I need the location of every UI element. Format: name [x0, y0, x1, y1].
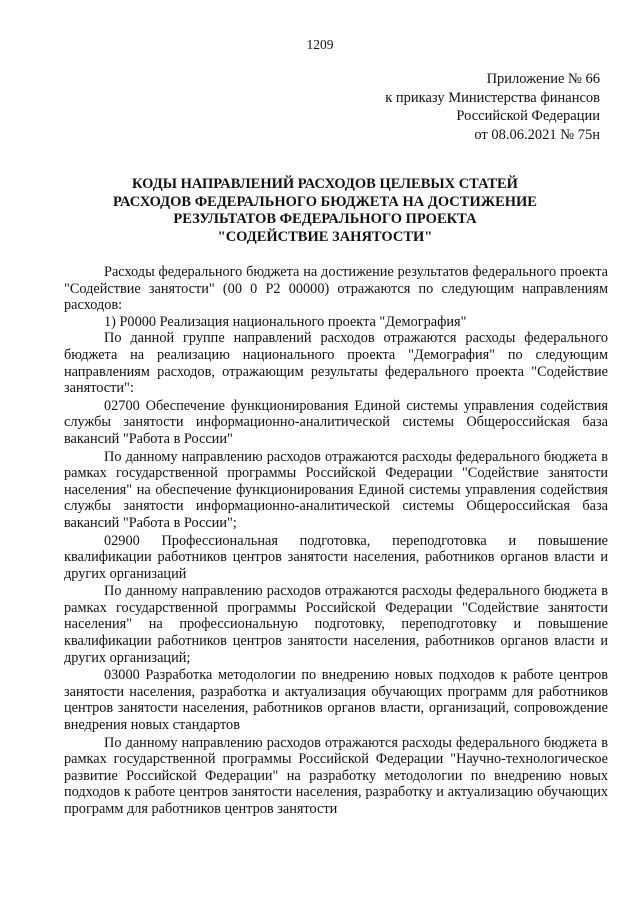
- title-line: РАСХОДОВ ФЕДЕРАЛЬНОГО БЮДЖЕТА НА ДОСТИЖЕНИЕ: [113, 193, 537, 210]
- paragraph-code-03000-description: По данному направлению расходов отражаются расходы федерального бюджета в рамках государственной программы Российской Федерации "Научно-технологическое развитие Российской Федерации" на разработку методологии по внедрению новых подходов к работе центров занятости населения, разработку и актуализацию обучающих программ для работников центров занятости: [64, 734, 608, 817]
- title-line: КОДЫ НАПРАВЛЕНИЙ РАСХОДОВ ЦЕЛЕВЫХ СТАТЕЙ: [132, 176, 518, 192]
- appendix-ministry: Российской Федерации: [456, 108, 600, 124]
- appendix-date: от 08.06.2021 № 75н: [474, 126, 600, 143]
- paragraph-group-description: По данной группе направлений расходов отражаются расходы федерального бюджета на реализацию национального проекта "Демография" по следующим направлениям расходов, отражающим результаты федерального проекта "Содействие занятости":: [64, 330, 608, 397]
- title-line: РЕЗУЛЬТАТОВ ФЕДЕРАЛЬНОГО ПРОЕКТА: [173, 211, 477, 227]
- paragraph-code-02900: 02900 Профессиональная подготовка, переподготовка и повышение квалификации работников центров занятости населения, работников органов власти и других организаций: [64, 532, 608, 582]
- title-line: "СОДЕЙСТВИЕ ЗАНЯТОСТИ": [217, 228, 433, 245]
- paragraph-code-02900-description: По данному направлению расходов отражаются расходы федерального бюджета в рамках государственной программы Российской Федерации "Содействие занятости населения" на профессиональную подготовку, переподготовку и повышение квалификации работников центров занятости населения, работников органов власти и других организаций;: [64, 583, 608, 666]
- page-number: 1209: [306, 37, 334, 52]
- appendix-number: Приложение № 66: [486, 71, 600, 87]
- paragraph-code-03000: 03000 Разработка методологии по внедрению новых подходов к работе центров занятости населения, разработка и актуализация обучающих программ для работников центров занятости населения, работников органов власти, организаций, сопровождение внедрения новых стандартов: [64, 667, 608, 734]
- document-title: [60, 176, 590, 246]
- paragraph-code-02700-description: По данному направлению расходов отражаются расходы федерального бюджета в рамках государственной программы Российской Федерации "Содействие занятости населения" на обеспечение функционирования Единой системы управления содействия службы занятости информационно-аналитической системы Общероссийская база вакансий "Работа в России";: [64, 448, 608, 531]
- paragraph-code-02700: 02700 Обеспечение функционирования Единой системы управления содействия службы занятости информационно-аналитической системы Общероссийская база вакансий "Работа в России": [64, 397, 608, 447]
- document-body: [64, 264, 608, 818]
- appendix-header: [360, 70, 600, 144]
- paragraph-intro: Расходы федерального бюджета на достижение результатов федерального проекта "Содействие занятости" (00 0 Р2 00000) отражаются по следующим направлениям расходов:: [64, 264, 608, 314]
- paragraph-group-heading: 1) Р0000 Реализация национального проекта "Демография": [104, 313, 467, 330]
- appendix-order: к приказу Министерства финансов: [385, 89, 600, 106]
